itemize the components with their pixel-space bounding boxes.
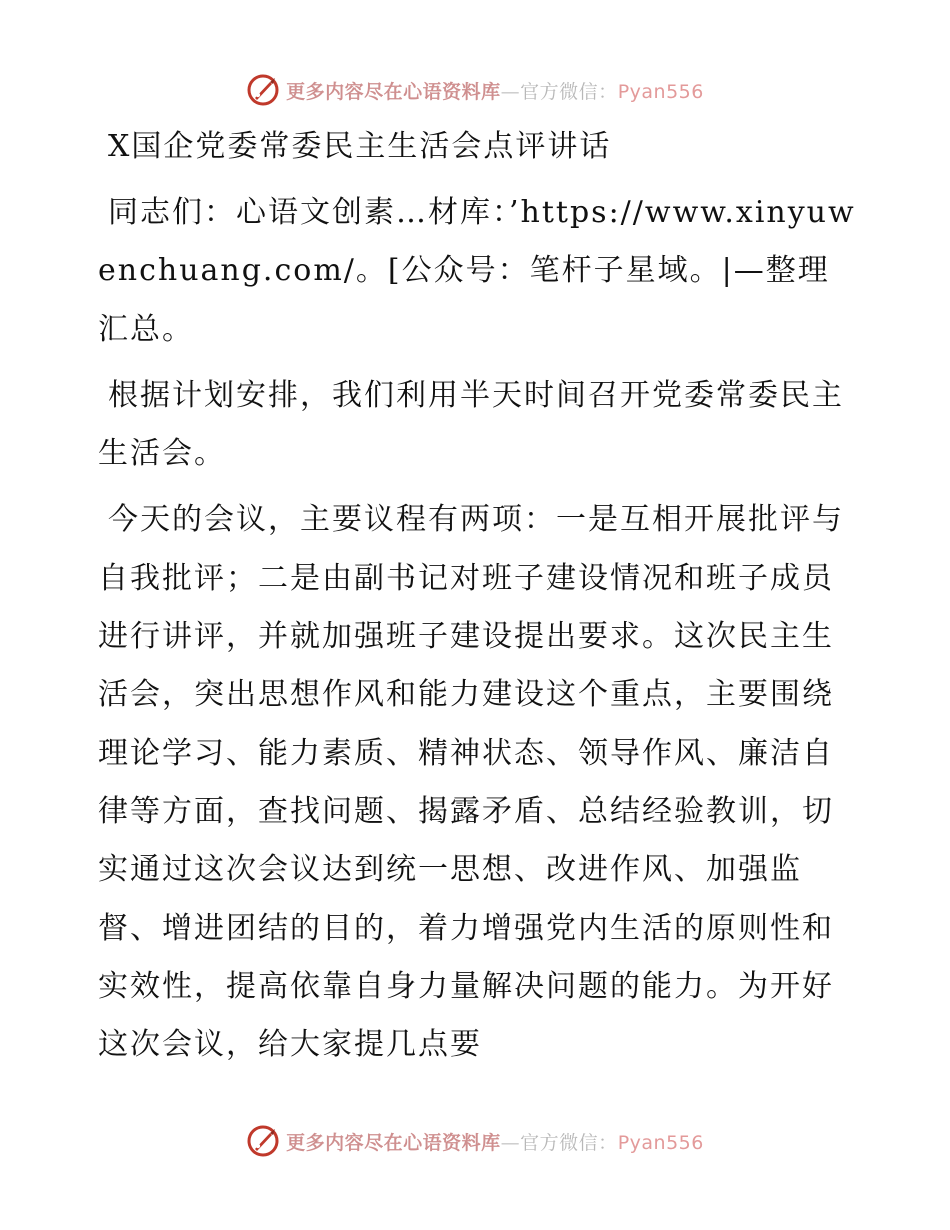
watermark-separator: — <box>500 1131 521 1154</box>
watermark-text <box>286 77 704 104</box>
header-watermark <box>0 70 950 110</box>
footer-watermark <box>0 1121 950 1161</box>
watermark-account: Pyan556 <box>617 80 704 103</box>
paragraph-agenda: 今天的会议，主要议程有两项：一是互相开展批评与自我批评；二是由副书记对班子建设情况和班子成员进行讲评，并就加强班子建设提出要求。这次民主生活会，突出思想作风和能力建设这个重点，主要围绕理论学习、能力素质、精神状态、领导作风、廉洁自律等方面，查找问题、揭露矛盾、总结经验教训，切实通过这次会议达到统一思想、改进作风、加强监督、增进团结的目的，着力增强党内生活的原则性和实效性，提高依靠自身力量解决问题的能力。为开好这次会议，给大家提几点要 <box>98 502 844 1063</box>
quill-logo-icon <box>246 1124 280 1158</box>
paragraph-intro: 根据计划安排，我们利用半天时间召开党委常委民主生活会。 <box>98 377 844 472</box>
document-body <box>98 118 858 1082</box>
watermark-brand: 更多内容尽在心语资料库 <box>286 80 501 103</box>
watermark-brand: 更多内容尽在心语资料库 <box>286 1131 501 1154</box>
watermark-text <box>286 1128 704 1155</box>
quill-logo-icon <box>246 73 280 107</box>
watermark-official-label: 官方微信： <box>520 80 618 103</box>
paragraph-greeting: 同志们：心语文创素…材库：’https://www.xinyuwenchuang.com/。[公众号：笔杆子星域。|—整理汇总。 <box>98 195 856 347</box>
watermark-official-label: 官方微信： <box>520 1131 618 1154</box>
watermark-separator: — <box>500 80 521 103</box>
watermark-account: Pyan556 <box>617 1131 704 1154</box>
document-title: X国企党委常委民主生活会点评讲话 <box>108 129 612 164</box>
